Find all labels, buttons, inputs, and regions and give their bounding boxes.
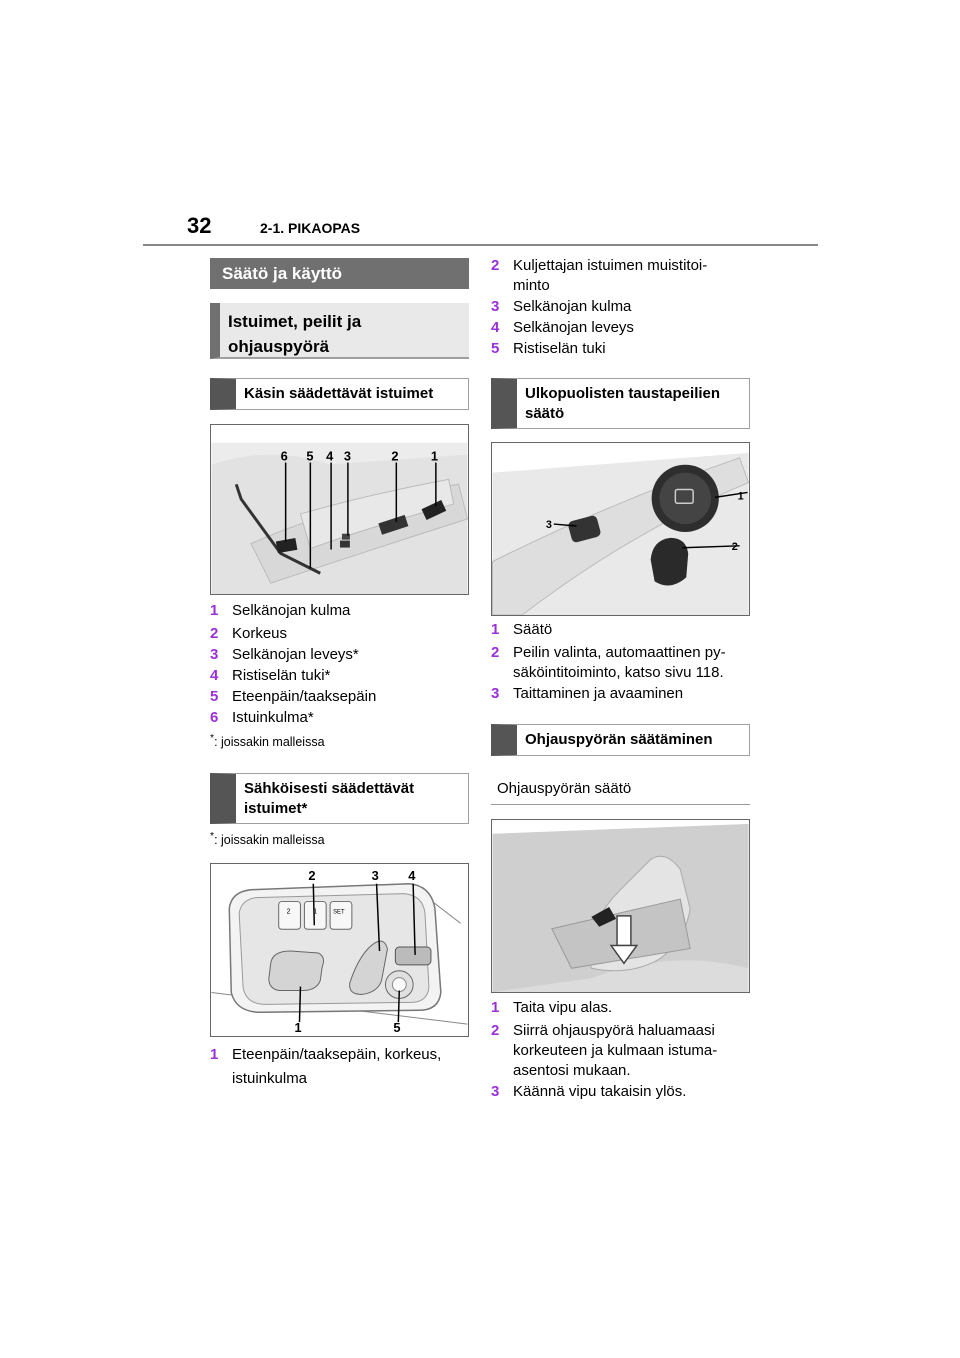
footnote-text: : joissakin malleissa [214,735,325,750]
item-number: 1 [210,602,219,619]
item-number: 1 [210,1046,219,1063]
item-text-line1: Siirrä ohjauspyörä haluamaasi [513,1022,715,1039]
manual-seat-callout-1: 1 [430,448,439,464]
list-item [491,297,750,317]
item-number: 2 [491,257,500,274]
list-item [491,998,750,1018]
section-title [210,258,469,289]
item-text: Taita vipu alas. [513,999,613,1016]
item-text [513,1021,717,1081]
manual-seat-callout-2: 2 [391,448,399,464]
mirror-callout-1: 1 [737,490,744,503]
power-seat-illustration [211,864,468,1036]
item-text: Ristiselän tuki [513,340,606,357]
item-text-line1: Kuljettajan istuimen muistitoi- [513,257,708,274]
item-number: 6 [210,709,219,726]
subsection-title-line2: ohjauspyörä [228,337,330,356]
manual-seats-footnote [210,733,325,749]
list-item [210,687,469,707]
mirror-figure [491,442,750,616]
mirror-list [491,620,750,704]
header-rule [143,244,818,246]
power-seats-footnote [210,831,325,847]
power-seats-heading-line2: istuimet* [244,800,308,817]
list-item [210,1043,469,1091]
power-seat-callout-1: 1 [294,1020,302,1036]
power-seat-callout-2: 2 [308,867,316,883]
manual-seat-figure [210,424,469,595]
steering-heading-text: Ohjauspyörän säätäminen [525,731,713,748]
list-item [210,645,469,665]
item-text-line2: minto [513,277,550,294]
power-seat-button-label-set: SET [333,909,345,916]
manual-seat-callout-3: 3 [343,448,352,464]
mirror-control-illustration [492,443,749,615]
power-seat-callout-3: 3 [371,867,379,883]
item-text: Eteenpäin/taaksepäin [232,688,377,705]
mirrors-heading-line1: Ulkopuolisten taustapeilien [525,385,721,402]
power-seat-list [210,1043,469,1091]
item-text: Selkänojan leveys* [232,646,359,663]
item-number: 3 [491,298,500,315]
item-text: Selkänojan kulma [513,298,632,315]
item-number: 5 [491,340,500,357]
item-text: Selkänojan kulma [232,602,351,619]
list-item [491,643,750,683]
item-text-line1: Peilin valinta, automaattinen py- [513,644,726,661]
list-item [491,684,750,704]
chapter-title: 2-1. PIKAOPAS [260,220,361,236]
item-number: 2 [491,644,500,661]
item-number: 3 [210,646,219,663]
item-text [232,1043,441,1091]
section-title-text: Säätö ja käyttö [222,263,342,283]
item-number: 4 [210,667,219,684]
item-text: Ristiselän tuki* [232,667,331,684]
steering-figure [491,819,750,993]
mirror-callout-3: 3 [545,519,552,532]
manual-seats-heading-text: Käsin säädettävät istuimet [244,385,434,402]
subsection-title-line1: Istuimet, peilit ja [228,312,362,331]
list-item [491,256,750,296]
subsection-title [210,303,469,359]
mirrors-heading [491,378,750,429]
item-text: Käännä vipu takaisin ylös. [513,1083,687,1100]
manual-seat-callout-5: 5 [306,448,314,464]
continued-list [491,256,750,359]
steering-title-rule [491,804,750,805]
power-seat-figure [210,863,469,1037]
manual-seat-callout-6: 6 [280,448,288,464]
list-item [210,666,469,686]
item-text [513,643,726,683]
manual-seat-list [210,601,469,728]
mirror-callout-2: 2 [731,540,738,553]
power-seat-button-label-2: 2 [286,908,291,916]
steering-lever-illustration [492,820,749,992]
power-seat-callout-5: 5 [393,1020,401,1036]
item-text: Korkeus [232,625,288,642]
page-number: 32 [187,213,212,238]
item-text: Taittaminen ja avaaminen [513,685,684,702]
item-text [513,256,707,296]
item-text-line2: korkeuteen ja kulmaan istuma- [513,1042,718,1059]
item-number: 1 [491,999,500,1016]
list-item [210,624,469,644]
power-seat-button-label-1: 1 [313,908,318,916]
footnote-mark: * [210,733,215,744]
item-text: Säätö [513,621,553,638]
list-item [491,1021,750,1081]
item-number: 5 [210,688,219,705]
list-item [491,1082,750,1102]
item-text-line3: asentosi mukaan. [513,1062,631,1079]
list-item [491,339,750,359]
list-item [210,708,469,728]
list-item [491,620,750,640]
list-item [210,601,469,621]
power-seats-heading [210,773,469,824]
item-text: Selkänojan leveys [513,319,634,336]
manual-seat-callout-4: 4 [326,448,334,464]
item-text-line2: istuinkulma [232,1070,308,1087]
power-seat-callout-4: 4 [408,867,416,883]
item-text-line2: säköintitoiminto, katso sivu 118. [513,664,724,681]
list-item [491,318,750,338]
steering-list [491,998,750,1102]
item-text-line1: Eteenpäin/taaksepäin, korkeus, [232,1046,442,1063]
item-number: 3 [491,1083,500,1100]
item-text: Istuinkulma* [232,709,314,726]
item-number: 2 [491,1022,500,1039]
mirrors-heading-line2: säätö [525,405,565,422]
steering-heading [491,724,750,756]
manual-seats-heading [210,378,469,410]
power-seats-heading-line1: Sähköisesti säädettävät [244,780,415,797]
item-number: 3 [491,685,500,702]
item-number: 4 [491,319,500,336]
footnote-mark: * [210,831,215,842]
item-number: 2 [210,625,219,642]
manual-seat-illustration [211,425,468,594]
footnote-text: : joissakin malleissa [214,833,325,848]
steering-plain-title: Ohjauspyörän säätö [497,780,632,797]
item-number: 1 [491,621,500,638]
